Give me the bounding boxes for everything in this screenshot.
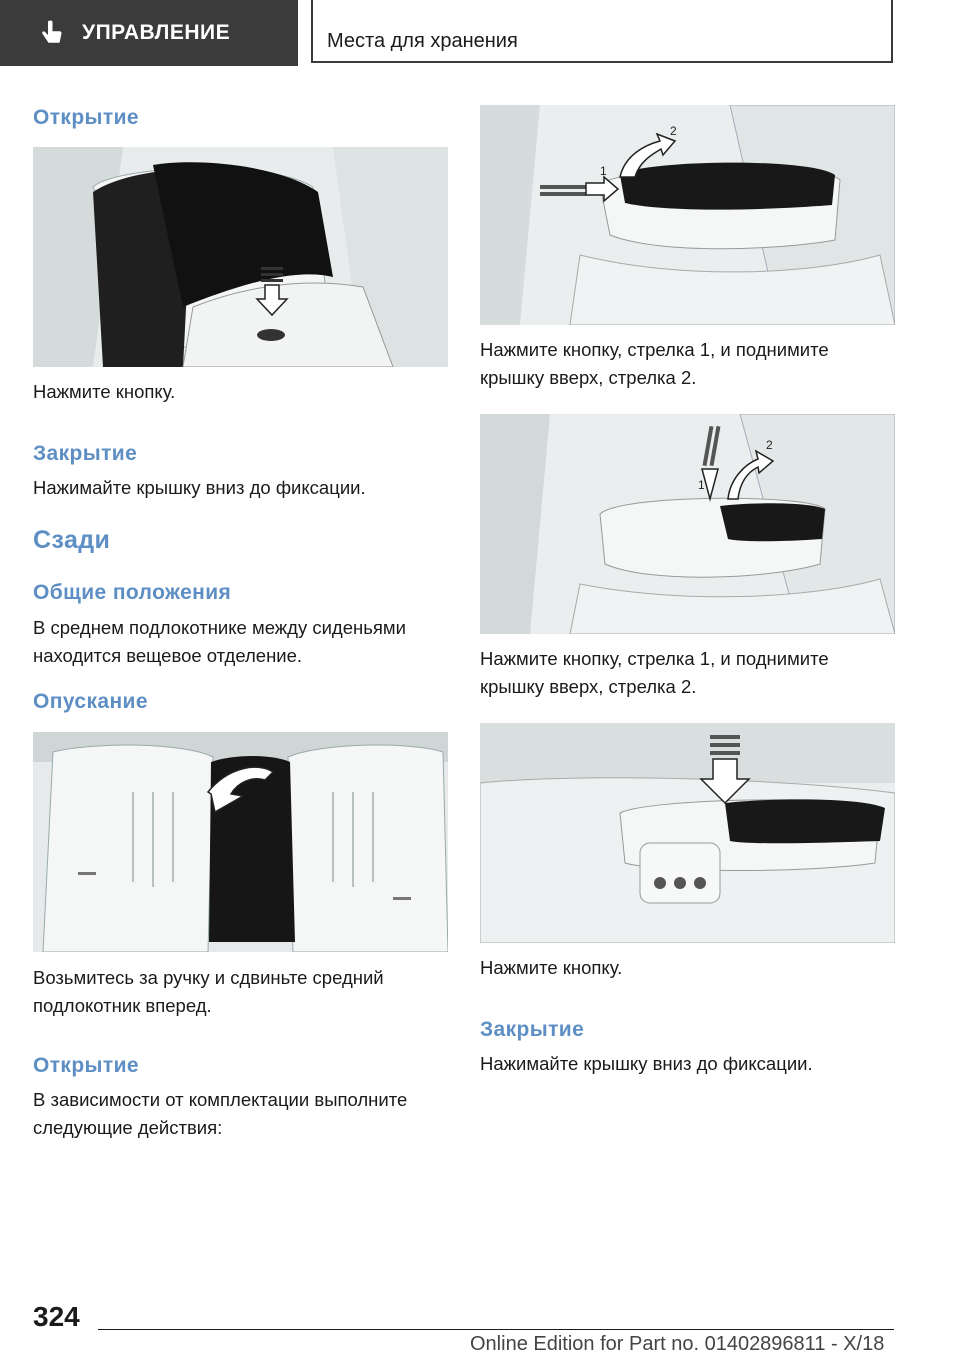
text-close-1: Нажимайте крышку вниз до фиксации.	[33, 477, 366, 498]
header-section-tab	[0, 0, 298, 66]
header-chapter-box	[311, 0, 893, 63]
heading-close-2: Закрытие	[480, 1018, 585, 1041]
text-close-2: Нажимайте крышку вниз до фиксации.	[480, 1053, 813, 1074]
caption-fig3: Нажмите кнопку.	[480, 957, 623, 978]
heading-lower: Опускание	[33, 690, 148, 713]
chapter-title: Места для хранения	[327, 30, 518, 52]
caption-open-1: Нажмите кнопку.	[33, 381, 176, 402]
svg-text:2: 2	[766, 438, 773, 452]
text-open-2: В зависимости от комплектации выполните следующие действия:	[33, 1089, 408, 1138]
figure-armrest-rear-open-2	[480, 414, 895, 634]
heading-rear: Сзади	[33, 526, 111, 554]
caption-fig2: Нажмите кнопку, стрелка 1, и поднимите крышку вверх, стрелка 2.	[480, 648, 829, 697]
heading-open-2: Открытие	[33, 1054, 139, 1077]
figure-armrest-rear-open-1	[480, 105, 895, 325]
figure-armrest-front-open	[33, 147, 448, 367]
caption-fig1: Нажмите кнопку, стрелка 1, и поднимите крышку вверх, стрелка 2.	[480, 339, 829, 388]
footer-rule	[98, 1329, 894, 1330]
arrow-label-2: 2	[670, 124, 677, 138]
hand-pointer-icon	[38, 18, 68, 48]
page-number: 324	[33, 1301, 80, 1332]
heading-general: Общие положения	[33, 581, 232, 604]
svg-text:1: 1	[698, 478, 705, 492]
figure-armrest-rear-button	[480, 723, 895, 943]
section-title: УПРАВЛЕНИЕ	[82, 21, 231, 44]
text-general: В среднем подлокотнике между сиденьями находится вещевое отделение.	[33, 617, 406, 666]
footer-edition: Online Edition for Part no. 01402896811 - X/18	[470, 1333, 885, 1355]
arrow-label-1: 1	[600, 164, 607, 178]
heading-open-1: Открытие	[33, 106, 139, 129]
figure-rear-seat-armrest	[33, 732, 448, 952]
heading-close-1: Закрытие	[33, 442, 138, 465]
caption-lower: Возьмитесь за ручку и сдвиньте средний подлокотник вперед.	[33, 967, 384, 1016]
